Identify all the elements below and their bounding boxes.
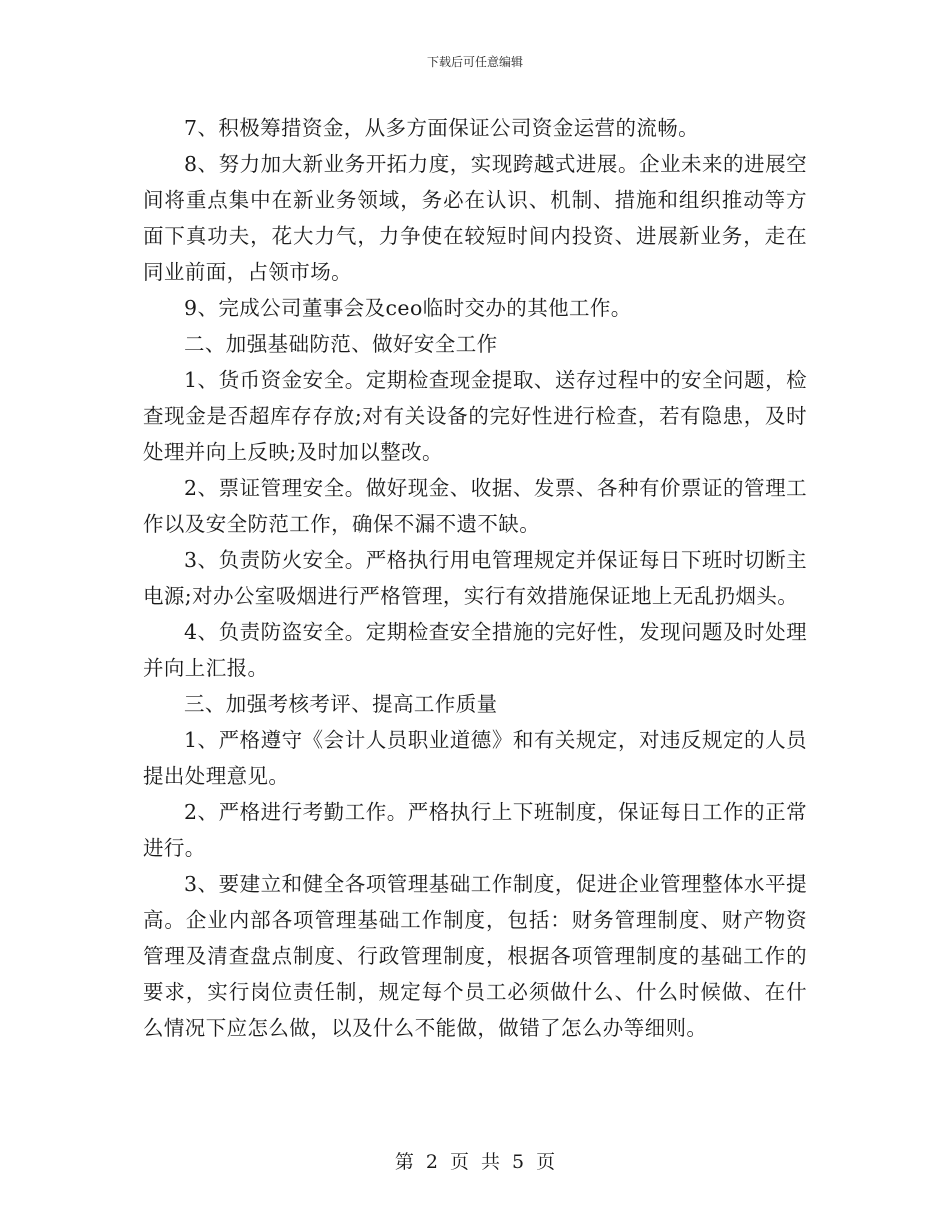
paragraph-voucher-safety: 2、票证管理安全。做好现金、收据、发票、各种有价票证的管理工作以及安全防范工作，确保不漏不遗不缺。 xyxy=(143,476,807,536)
page-header-note: 下载后可任意编辑 xyxy=(426,55,523,69)
page-number: 第 2 页 共 5 页 xyxy=(394,1151,556,1173)
paragraph-item-9: 9、完成公司董事会及ceo临时交办的其他工作。 xyxy=(184,296,632,320)
document-body xyxy=(143,110,807,1046)
paragraph-theft-safety: 4、负责防盗安全。定期检查安全措施的完好性，发现问题及时处理并向上汇报。 xyxy=(143,620,807,680)
paragraph-fire-safety: 3、负责防火安全。严格执行用电管理规定并保证每日下班时切断主电源;对办公室吸烟进行严格管理，实行有效措施保证地上无乱扔烟头。 xyxy=(143,548,807,608)
paragraph-management-system: 3、要建立和健全各项管理基础工作制度，促进企业管理整体水平提高。企业内部各项管理基础工作制度，包括：财务管理制度、财产物资管理及清查盘点制度、行政管理制度，根据各项管理制度的基础工作的要求，实行岗位责任制，规定每个员工必须做什么、什么时候做、在什么情况下应怎么做，以及什么不能做，做错了怎么办等细则。 xyxy=(143,872,807,1040)
paragraph-attendance: 2、严格进行考勤工作。严格执行上下班制度，保证每日工作的正常进行。 xyxy=(143,800,807,860)
paragraph-item-8: 8、努力加大新业务开拓力度，实现跨越式进展。企业未来的进展空间将重点集中在新业务领域，务必在认识、机制、措施和组织推动等方面下真功夫，花大力气，力争使在较短时间内投资、进展新业务，走在同业前面，占领市场。 xyxy=(143,152,807,284)
paragraph-currency-safety: 1、货币资金安全。定期检查现金提取、送存过程中的安全问题，检查现金是否超库存存放;对有关设备的完好性进行检查，若有隐患，及时处理并向上反映;及时加以整改。 xyxy=(143,368,807,464)
section-heading-2: 二、加强基础防范、做好安全工作 xyxy=(184,332,498,356)
section-heading-3: 三、加强考核考评、提高工作质量 xyxy=(184,692,498,716)
paragraph-item-7: 7、积极筹措资金，从多方面保证公司资金运营的流畅。 xyxy=(184,116,700,140)
paragraph-ethics: 1、严格遵守《会计人员职业道德》和有关规定，对违反规定的人员提出处理意见。 xyxy=(143,728,807,788)
